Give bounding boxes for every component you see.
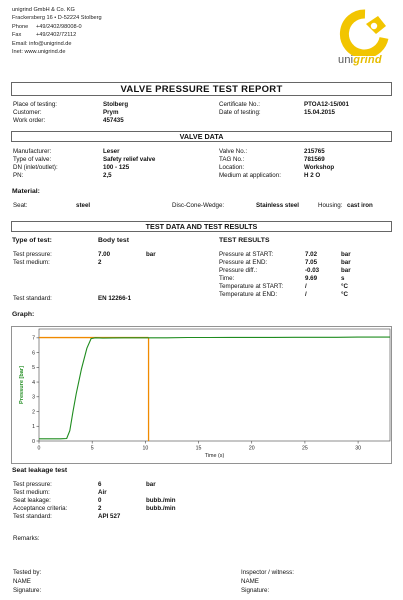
seat-material-value: steel <box>76 202 91 209</box>
company-phone: Phone +49/2402/98008-0 <box>12 23 82 30</box>
seat-row-value: Air <box>98 489 107 496</box>
unigrind-logo <box>336 8 394 74</box>
y-tick-label: 2 <box>32 409 35 416</box>
result-label: Pressure at START: <box>219 251 274 258</box>
test-pressure-unit: bar <box>146 251 156 258</box>
test-pressure-label: Test pressure: <box>13 251 52 258</box>
test-results-heading: TEST RESULTS <box>219 237 270 244</box>
test-medium-value: 2 <box>98 259 102 266</box>
tag-label: TAG No.: <box>219 156 245 163</box>
test-standard-value: EN 12266-1 <box>98 295 132 302</box>
test-medium-label: Test medium: <box>13 259 50 266</box>
housing-material-label: Housing: <box>318 202 343 209</box>
place-value: Stolberg <box>103 101 129 108</box>
manufacturer-label: Manufacturer: <box>13 148 52 155</box>
seat-row-unit: bubb./min <box>146 505 176 512</box>
result-unit: °C <box>341 291 348 298</box>
material-heading: Material: <box>12 188 40 195</box>
inspector-label: Inspector / witness: <box>241 569 294 576</box>
y-tick-label: 7 <box>32 335 35 342</box>
seat-material-label: Seat: <box>13 202 28 209</box>
result-unit: bar <box>341 259 351 266</box>
y-tick-label: 5 <box>32 365 35 372</box>
test-data-section: TEST DATA AND TEST RESULTS <box>11 221 392 232</box>
result-unit: bar <box>341 267 351 274</box>
x-tick-label: 10 <box>142 445 149 452</box>
result-label: Temperature at START: <box>219 283 284 290</box>
test-standard-label: Test standard: <box>13 295 52 302</box>
y-tick-label: 3 <box>32 394 35 401</box>
customer-value: Prym <box>103 109 119 116</box>
tester-signature-label: Signature: <box>13 587 42 594</box>
valve-type-label: Type of valve: <box>13 156 52 163</box>
result-label: Pressure at END: <box>219 259 268 266</box>
remarks-label: Remarks: <box>13 535 40 542</box>
company-name: unigrind GmbH & Co. KG <box>12 7 75 13</box>
result-label: Temperature at END: <box>219 291 278 298</box>
plot-area <box>39 329 390 441</box>
inspector-signature-label: Signature: <box>241 587 270 594</box>
x-axis-label: Time (s) <box>204 453 225 459</box>
y-axis-label: Pressure [bar] <box>19 366 25 404</box>
valve-no-value: 215765 <box>304 148 325 155</box>
seat-row-label: Acceptance criteria: <box>13 505 68 512</box>
y-tick-label: 6 <box>32 350 35 357</box>
seat-row-label: Seat leakage: <box>13 497 51 504</box>
company-street: Frackersberg 16 • D-52224 Stolberg <box>12 15 102 22</box>
y-tick-label: 4 <box>32 379 35 386</box>
certificate-label: Certificate No.: <box>219 101 260 108</box>
result-value: / <box>305 291 307 298</box>
customer-label: Customer: <box>13 109 42 116</box>
seat-row-label: Test standard: <box>13 513 52 520</box>
disc-material-label: Disc-Cone-Wedge: <box>172 202 225 209</box>
x-tick-label: 0 <box>37 445 41 452</box>
work-order-label: Work order: <box>13 117 46 124</box>
valve-type-value: Safety relief valve <box>103 156 156 163</box>
pressure-chart <box>11 326 392 464</box>
pn-label: PN: <box>13 172 24 179</box>
location-label: Location: <box>219 164 245 171</box>
seat-row-unit: bar <box>146 481 156 488</box>
seat-row-value: 0 <box>98 497 102 504</box>
company-fax: Fax +49/2402/72112 <box>12 32 77 39</box>
seat-leakage-heading: Seat leakage test <box>12 467 68 474</box>
graph-heading: Graph: <box>12 311 35 318</box>
valve-no-label: Valve No.: <box>219 148 248 155</box>
place-label: Place of testing: <box>13 101 58 108</box>
result-unit: bar <box>341 251 351 258</box>
test-pressure-value: 7.00 <box>98 251 111 258</box>
location-value: Workshop <box>304 164 335 171</box>
tester-name: NAME <box>13 578 31 585</box>
seat-row-value: API 527 <box>98 513 121 520</box>
tag-value: 781569 <box>304 156 325 163</box>
certificate-value: PTOA12-15/001 <box>304 101 349 108</box>
dn-label: DN (inlet/outlet): <box>13 164 58 171</box>
dn-value: 100 - 125 <box>103 164 130 171</box>
manufacturer-value: Leser <box>103 148 120 155</box>
x-tick-label: 25 <box>302 445 308 452</box>
logo-wordmark: unigrind <box>338 54 382 66</box>
company-address <box>12 6 102 56</box>
result-value: 9.69 <box>305 275 318 282</box>
inspector-name: NAME <box>241 578 259 585</box>
result-value: -0.03 <box>305 267 320 274</box>
date-value: 15.04.2015 <box>304 109 335 116</box>
pn-value: 2,5 <box>103 172 112 179</box>
seat-row-label: Test pressure: <box>13 481 52 488</box>
seat-row-label: Test medium: <box>13 489 50 496</box>
seat-row-value: 6 <box>98 481 102 488</box>
seat-row-unit: bubb./min <box>146 497 176 504</box>
test-type-label: Type of test: <box>12 237 52 244</box>
x-tick-label: 15 <box>195 445 202 452</box>
test-type-value: Body test <box>98 237 129 244</box>
disc-material-value: Stainless steel <box>256 202 299 209</box>
work-order-value: 457435 <box>103 117 124 124</box>
x-tick-label: 20 <box>248 445 255 452</box>
report-title: VALVE PRESSURE TEST REPORT <box>11 82 392 96</box>
housing-material-value: cast iron <box>347 202 373 209</box>
result-value: 7.05 <box>305 259 318 266</box>
seat-row-value: 2 <box>98 505 102 512</box>
valve-data-section: VALVE DATA <box>11 131 392 142</box>
result-unit: s <box>341 275 345 282</box>
result-unit: °C <box>341 283 348 290</box>
y-tick-label: 0 <box>32 438 35 445</box>
result-value: 7.02 <box>305 251 318 258</box>
medium-label: Medium at application: <box>219 172 281 179</box>
x-tick-label: 30 <box>355 445 361 452</box>
company-web: Inet: www.unigrind.de <box>12 49 66 56</box>
medium-value: H 2 O <box>304 172 321 179</box>
result-value: / <box>305 283 307 290</box>
date-label: Date of testing: <box>219 109 261 116</box>
x-tick-label: 5 <box>90 445 94 452</box>
result-label: Pressure diff.: <box>219 267 258 274</box>
tested-by-label: Tested by: <box>13 569 42 576</box>
y-tick-label: 1 <box>32 424 35 431</box>
result-label: Time: <box>219 275 235 282</box>
company-email: Email: info@unigrind.de <box>12 40 72 47</box>
logo-mark-icon <box>336 8 394 56</box>
